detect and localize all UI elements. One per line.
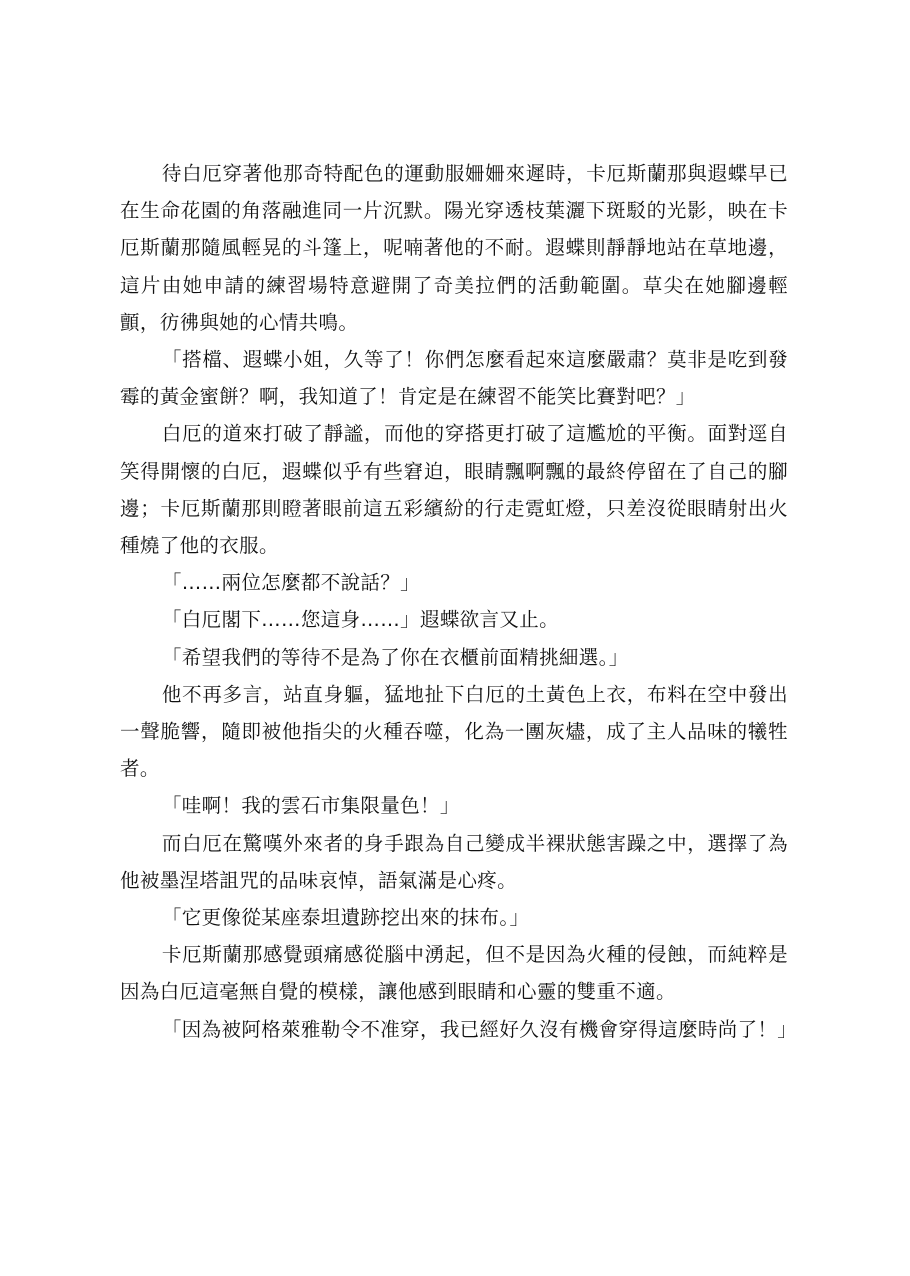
dialogue-6: 「它更像從某座泰坦遺跡挖出來的抹布。」 <box>161 906 530 930</box>
dialogue-5: 「哇啊！我的雲石市集限量色！」 <box>161 794 460 818</box>
dialogue-4: 「希望我們的等待不是為了你在衣櫃前面精挑細選。」 <box>161 645 629 669</box>
paragraph-5: 卡厄斯蘭那感覺頭痛感從腦中湧起，但不是因為火種的侵蝕，而純粹是因為白厄這毫無自覺的模樣，讓他感到眼睛和心靈的雙重不適。 <box>120 943 788 1004</box>
story-text-body <box>120 155 798 1048</box>
paragraph-4: 而白厄在驚嘆外來者的身手跟為自己變成半裸狀態害躁之中，選擇了為他被墨涅塔詛咒的品味哀悼，語氣滿是心疼。 <box>120 831 788 892</box>
paragraph-3: 他不再多言，站直身軀，猛地扯下白厄的土黃色上衣，布料在空中發出一聲脆響，隨即被他指尖的火種吞噬，化為一團灰燼，成了主人品味的犧牲者。 <box>120 682 788 781</box>
dialogue-2: 「……兩位怎麼都不說話？」 <box>161 571 420 595</box>
dialogue-7: 「因為被阿格萊雅勒令不准穿，我已經好久沒有機會穿得這麼時尚了！」 <box>161 1017 798 1041</box>
dialogue-1: 「搭檔、遐蝶小姐，久等了！你們怎麼看起來這麼嚴肅？莫非是吃到發霉的黃金蜜餅？啊，我知道了！肯定是在練習不能笑比賽對吧？」 <box>120 348 788 409</box>
paragraph-2: 白厄的道來打破了靜謐，而他的穿搭更打破了這尷尬的平衡。面對逕自笑得開懷的白厄，遐蝶似乎有些窘迫，眼睛飄啊飄的最終停留在了自己的腳邊；卡厄斯蘭那則瞪著眼前這五彩繽紛的行走霓虹燈，只差沒從眼睛射出火種燒了他的衣服。 <box>120 422 788 558</box>
paragraph-1: 待白厄穿著他那奇特配色的運動服姍姍來遲時，卡厄斯蘭那與遐蝶早已在生命花園的角落融進同一片沉默。陽光穿透枝葉灑下斑駁的光影，映在卡厄斯蘭那隨風輕晃的斗篷上，呢喃著他的不耐。遐蝶則靜靜地站在草地邊，這片由她申請的練習場特意避開了奇美拉們的活動範圍。草尖在她腳邊輕顫，彷彿與她的心情共鳴。 <box>120 162 788 334</box>
dialogue-3: 「白厄閣下……您這身……」遐蝶欲言又止。 <box>161 608 559 632</box>
